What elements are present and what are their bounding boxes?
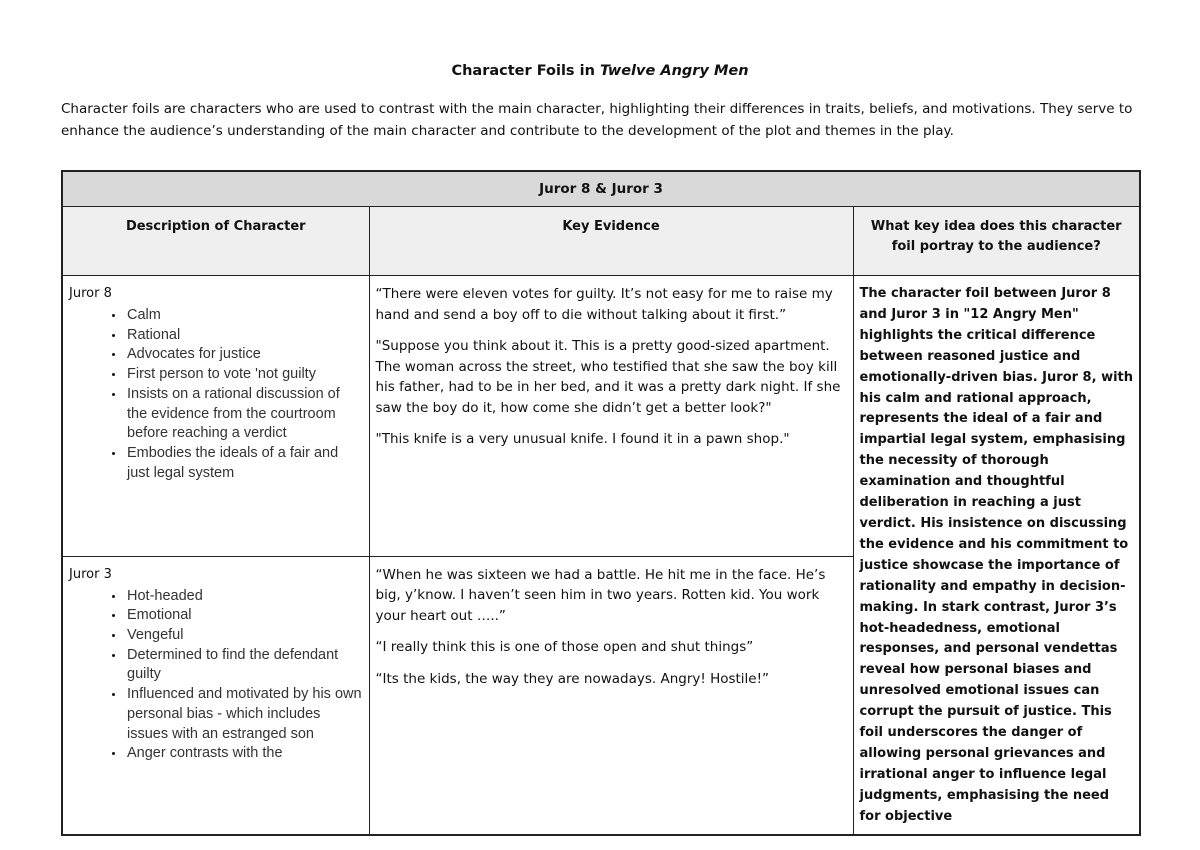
trait-list	[69, 306, 363, 483]
description-cell-juror8	[62, 276, 369, 557]
table-group-header: Juror 8 & Juror 3	[62, 171, 1140, 207]
list-item: • Advocates for justice	[125, 345, 363, 365]
list-item: • Vengeful	[125, 626, 363, 646]
character-name: Juror 8	[69, 286, 112, 301]
list-item: • Embodies the ideals of a fair and just legal system	[125, 444, 363, 483]
list-item: • Anger contrasts with the	[125, 744, 363, 764]
page-title	[0, 63, 1200, 79]
description-cell-juror3	[62, 556, 369, 834]
list-item: • Calm	[125, 306, 363, 326]
list-item: • Rational	[125, 326, 363, 346]
evidence-quote: "This knife is a very unusual knife. I found it in a pawn shop."	[375, 431, 790, 447]
evidence-quote: “I really think this is one of those open and shut things”	[375, 639, 754, 656]
column-header-key-idea: What key idea does this character foil portray to the audience?	[853, 207, 1140, 276]
evidence-cell-juror8	[369, 276, 853, 557]
trait-list	[69, 587, 363, 764]
column-header-description: Description of Character	[62, 207, 369, 276]
evidence-quote: “Its the kids, the way they are nowadays. Angry! Hostile!”	[375, 670, 770, 687]
evidence-cell-juror3	[369, 556, 853, 834]
list-item: • First person to vote 'not guilty	[125, 365, 363, 385]
evidence-quote: “When he was sixteen we had a battle. He hit me in the face. He’s big, y’know. I haven’t seen him in two years. Rotten kid. You work your heart out …..”	[375, 566, 826, 624]
column-header-evidence: Key Evidence	[369, 207, 853, 276]
foil-table	[61, 170, 1141, 836]
evidence-quote: “There were eleven votes for guilty. It’s not easy for me to raise my hand and send a boy off to die without talking about it first.”	[375, 286, 833, 323]
character-name: Juror 3	[69, 566, 112, 582]
list-item: • Emotional	[125, 606, 363, 626]
key-idea-cell: The character foil between Juror 8 and Juror 3 in "12 Angry Men" highlights the critical difference between reasoned justice and emotionally-driven bias. Juror 8, with his calm and rational approach, represents the ideal of a fair and impartial legal system, emphasising the necessity of thorough examination and thoughtful deliberation in reaching a just verdict. His insistence on discussing the evidence and his commitment to justice showcase the importance of rationality and empathy in decision-making. In stark contrast, Juror 3’s hot-headedness, emotional responses, and personal vendettas reveal how personal biases and unresolved emotional issues can corrupt the pursuit of justice. This foil underscores the danger of allowing personal grievances and irrational anger to influence legal judgments, emphasising the need for objective	[853, 276, 1140, 835]
table-row	[62, 276, 1140, 557]
list-item: • Hot-headed	[125, 587, 363, 607]
list-item: • Determined to find the defendant guilty	[125, 646, 363, 685]
evidence-quote: "Suppose you think about it. This is a pretty good-sized apartment. The woman across the street, who testified that she saw the boy kill his father, had to be in her bed, and it was a pretty dark night. If she saw the boy do it, how come she didn’t get a better look?"	[375, 338, 841, 416]
list-item: • Influenced and motivated by his own personal bias - which includes issues with an estranged son	[125, 685, 363, 744]
page-title-main: Character Foils in	[451, 63, 600, 79]
intro-paragraph: Character foils are characters who are used to contrast with the main character, highlighting their differences in traits, beliefs, and motivations. They serve to enhance the audience’s understanding of the main character and contribute to the development of the plot and themes in the play.	[61, 101, 1133, 139]
page-title-italic: Twelve Angry Men	[599, 63, 749, 79]
list-item: • Insists on a rational discussion of the evidence from the courtroom before reaching a verdict	[125, 385, 363, 444]
